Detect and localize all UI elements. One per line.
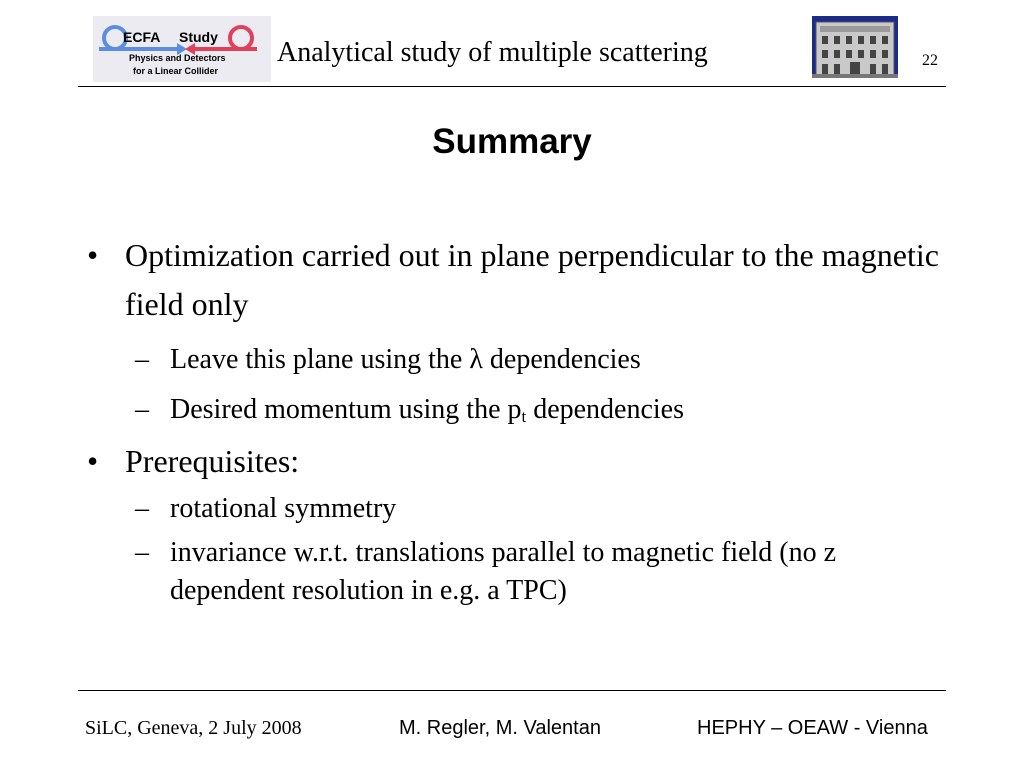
header-divider (78, 86, 946, 87)
footer-divider (78, 690, 946, 691)
sub-bullet-item (135, 534, 837, 606)
sub-bullet-text-part: Desired momentum using the p (170, 394, 522, 425)
logo-study-text: Study (179, 29, 218, 45)
logo-subtitle-line1: Physics and Detectors (129, 53, 226, 63)
bullet-text: Optimization carried out in plane perpendicular to the magnetic field only (125, 237, 939, 322)
slide-number: 22 (922, 52, 938, 69)
subscript-t: t (521, 407, 527, 427)
logo-ecfa-text: ECFA (123, 29, 161, 45)
sub-bullet-item (135, 391, 685, 429)
sub-bullet-text: invariance w.r.t. translations parallel to magnetic field (no z dependent resolution in e.g. a TPC) (170, 537, 837, 606)
building-icon (812, 16, 898, 78)
sub-bullet-item (135, 341, 641, 379)
sub-bullet-marker: – (135, 394, 149, 425)
sub-bullet-marker: – (135, 493, 149, 524)
ecfa-logo (93, 16, 271, 82)
bullet-item (87, 437, 300, 486)
footer-event: SiLC, Geneva, 2 July 2008 (85, 717, 302, 739)
footer-authors: M. Regler, M. Valentan (399, 717, 601, 739)
bullet-item (87, 231, 939, 322)
sub-bullet-item (135, 490, 397, 528)
header-title: Analytical study of multiple scattering (277, 37, 708, 68)
sub-bullet-text (170, 391, 940, 436)
sub-bullet-marker: – (135, 344, 149, 375)
sub-bullet-text-part: dependencies (526, 394, 685, 425)
bullet-marker: • (87, 443, 99, 479)
footer-institute: HEPHY – OEAW - Vienna (697, 717, 928, 739)
logo-subtitle-line2: for a Linear Collider (133, 66, 219, 76)
bullet-text: Prerequisites: (125, 443, 300, 479)
sub-bullet-marker: – (135, 537, 149, 568)
sub-bullet-text: Leave this plane using the λ dependencies (170, 344, 641, 375)
bullet-marker: • (87, 237, 99, 273)
sub-bullet-text: rotational symmetry (170, 493, 397, 524)
slide-title: Summary (432, 122, 592, 161)
